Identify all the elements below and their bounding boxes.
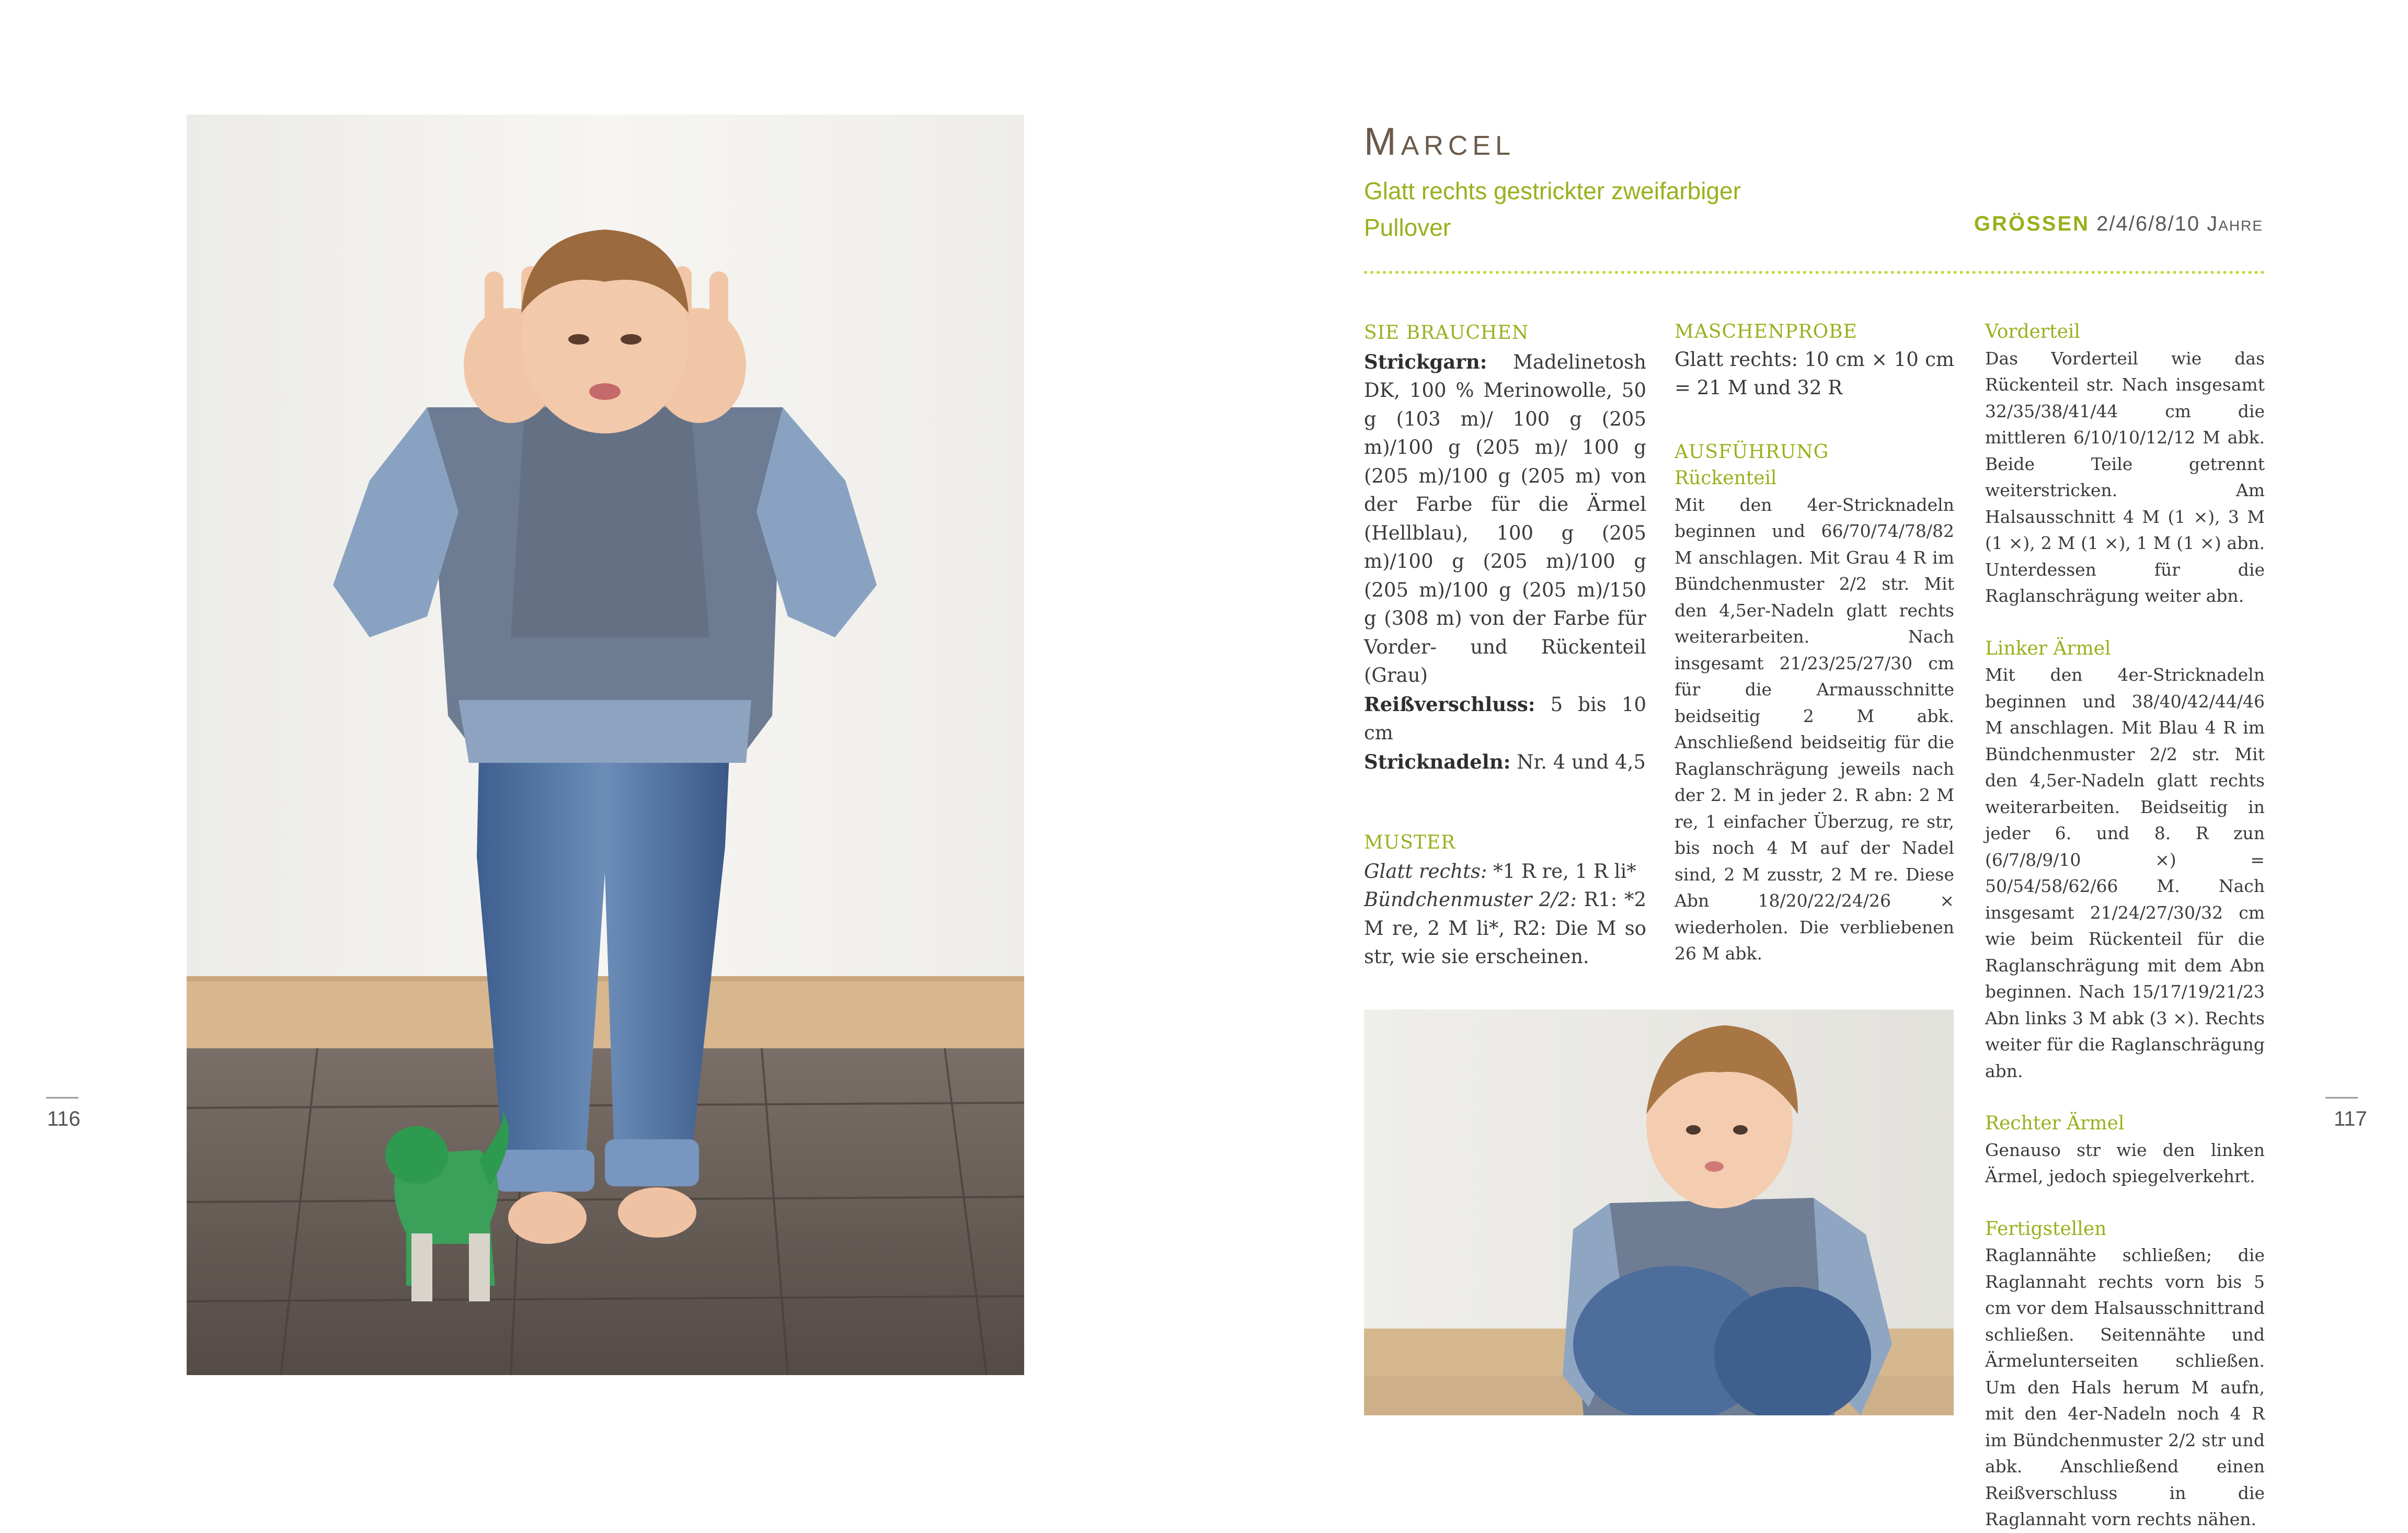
subheading-rueckenteil: Rückenteil xyxy=(1675,467,1777,489)
text-glatt-rechts: *1 R re, 1 R li* xyxy=(1487,860,1636,883)
text-maschenprobe: Glatt rechts: 10 cm × 10 cm = 21 M und 32 R xyxy=(1675,348,1954,399)
subheading-fertigstellen: Fertigstellen xyxy=(1985,1218,2107,1240)
photo-boy-standing xyxy=(187,115,1024,1375)
text-vorderteil: Das Vorderteil wie das Rückenteil str. Nach insgesamt 32/35/38/41/44 cm die mittleren 6/10/10/12/12 M abk. Beide Teile getrennt weiterstricken. Am Halsausschnitt 4 M (1 ×), 3 M (1 ×), 2 M (1 ×), 1 M (1 ×) abn. Unterdessen für die Raglanschrägung weiter abn. xyxy=(1985,348,2265,606)
label-strickgarn: Strickgarn: xyxy=(1364,350,1487,373)
heading-ausfuehrung: AUSFÜHRUNG xyxy=(1675,441,1829,463)
page-number-right: 117 xyxy=(2334,1107,2367,1130)
heading-sie-brauchen: SIE BRAUCHEN xyxy=(1364,322,1529,344)
heading-muster: MUSTER xyxy=(1364,832,1456,853)
text-stricknadeln: Nr. 4 und 4,5 xyxy=(1510,750,1646,773)
text-rechter-aermel: Genauso str wie den linken Ärmel, jedoch spiegelverkehrt. xyxy=(1985,1139,2265,1186)
page-number-rule-right xyxy=(2325,1097,2358,1099)
materials-zipper xyxy=(1364,690,1646,748)
sizes-label: GRÖSSEN xyxy=(1974,212,2090,235)
muster-glatt xyxy=(1364,857,1646,886)
materials-yarn xyxy=(1364,348,1646,690)
label-stricknadeln: Stricknadeln: xyxy=(1364,750,1511,773)
sizes-value: 2/4/6/8/10 xyxy=(2096,212,2200,235)
text-rueckenteil: Mit den 4er-Stricknadeln beginnen und 66/70/74/78/82 M anschlagen. Mit Grau 4 R im Bündchenmuster 2/2 str. Mit den 4,5er-Nadeln glatt rechts weiterarbeiten. Nach insgesamt 21/23/25/27/30 cm für die Armausschnitte beidseitig 2 M abk. Anschließend beidseitig für die Raglanschrägung jeweils nach der 2. M in jeder 2. R abn: 2 M re, 1 einfacher Überzug, re str, bis noch 4 M auf der Nadel sind, 2 M zusstr, 2 M re. Diese Abn 18/20/22/24/26 × wiederholen. Die verbliebenen 26 M abk. xyxy=(1675,494,1954,964)
column-materials xyxy=(1364,319,1646,971)
subheading-rechter-aermel: Rechter Ärmel xyxy=(1985,1113,2125,1134)
column-instructions-1 xyxy=(1675,319,1954,967)
materials-needles xyxy=(1364,748,1646,777)
pattern-subtitle: Glatt rechts gestrickter zweifarbiger Pullover xyxy=(1364,177,1741,241)
page-number-rule-left xyxy=(46,1097,78,1099)
sizes-unit: Jahre xyxy=(2207,212,2263,235)
sizes-line xyxy=(1974,212,2263,236)
column-instructions-2 xyxy=(1985,319,2265,1533)
text-reissverschluss: 5 bis 10 cm xyxy=(1364,693,1646,744)
pattern-title: Marcel xyxy=(1364,120,1516,163)
subheading-linker-aermel: Linker Ärmel xyxy=(1985,637,2111,659)
photo-boy-sitting xyxy=(1364,1010,1954,1415)
text-buendchenmuster: R1: *2 M re, 2 M li*, R2: Die M so str, wie sie erscheinen. xyxy=(1364,888,1646,968)
dotted-divider xyxy=(1364,271,2265,274)
subheading-vorderteil: Vorderteil xyxy=(1985,321,2080,342)
label-buendchenmuster: Bündchenmuster 2/2: xyxy=(1364,888,1577,911)
label-glatt-rechts: Glatt rechts: xyxy=(1364,860,1487,883)
text-fertigstellen: Raglannähte schließen; die Raglannaht rechts vorn bis 5 cm vor dem Halsausschnittrand schließen. Seitennähte und Ärmelunterseiten schließen. Um den Hals herum M aufn, mit den 4er-Nadeln noch 4 R im Bündchenmuster 2/2 str und abk. Anschließend einen Reißverschluss in die Raglannaht vorn rechts nähen. xyxy=(1985,1245,2265,1529)
label-reissverschluss: Reißverschluss: xyxy=(1364,692,1535,716)
page-number-left: 116 xyxy=(47,1107,81,1130)
muster-bund xyxy=(1364,886,1646,971)
text-strickgarn: Madelinetosh DK, 100 % Merinowolle, 50 g (103 m)/ 100 g (205 m)/100 g (205 m)/ 100 g (205 m)/100 g (205 m) von der Farbe für die Ärmel (Hellblau), 100 g (205 m)/100 g (205 m)/100 g (205 m)/100 g (205 m)/150 g (308 m) von der Farbe für Vorder- und Rückenteil (Grau) xyxy=(1364,350,1646,687)
heading-maschenprobe: MASCHENPROBE xyxy=(1675,321,1857,342)
text-linker-aermel: Mit den 4er-Stricknadeln beginnen und 38/40/42/44/46 M anschlagen. Mit Blau 4 R im Bündchenmuster 2/2 str. Mit den 4,5er-Nadeln glatt rechts weiterarbeiten. Beidseitig in jeder 6. und 8. R zun (6/7/8/9/10 ×) = 50/54/58/62/66 M. Nach insgesamt 21/24/27/30/32 cm wie beim Rückenteil für die Raglanschrägung mit dem Abn beginnen. Nach 15/17/19/21/23 Abn links 3 M abk (3 ×). Rechts weiter für die Raglanschrägung abn. xyxy=(1985,665,2265,1081)
